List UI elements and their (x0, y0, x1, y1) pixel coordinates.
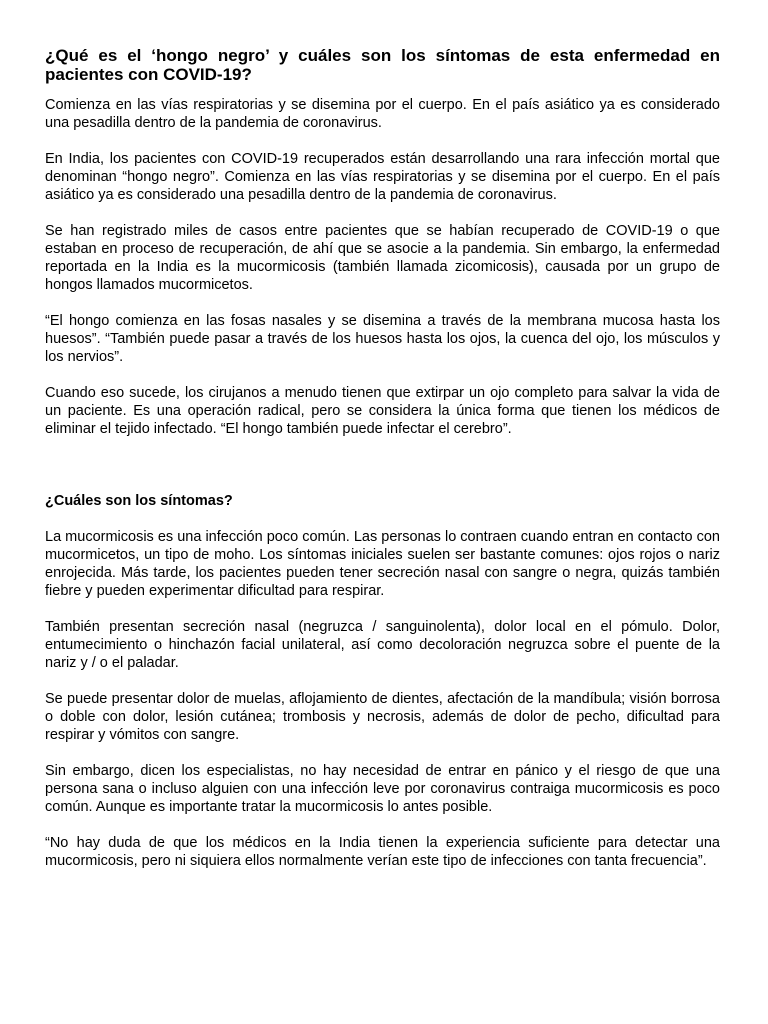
paragraph: En India, los pacientes con COVID-19 recuperados están desarrollando una rara infección mortal que denominan “hongo negro”. Comienza en las vías respiratorias y se disemina por el cuerpo. En el país asiático ya es considerado una pesadilla dentro de la pandemia de coronavirus. (45, 151, 720, 203)
paragraph: Sin embargo, dicen los especialistas, no hay necesidad de entrar en pánico y el riesgo de que una persona sana o incluso alguien con una infección leve por coronavirus contraiga mucormicosis es poco común. Aunque es importante tratar la mucormicosis lo antes posible. (45, 763, 720, 815)
paragraph: “El hongo comienza en las fosas nasales y se disemina a través de la membrana mucosa hasta los huesos”. “También puede pasar a través de los huesos hasta los ojos, la cuenca del ojo, los músculos y los nervios”. (45, 313, 720, 365)
paragraph: Se han registrado miles de casos entre pacientes que se habían recuperado de COVID-19 o que estaban en proceso de recuperación, de ahí que se asocie a la pandemia. Sin embargo, la enfermedad reportada en la India es la mucormicosis (también llamada zicomicosis), causada por un grupo de hongos llamados mucormicetos. (45, 223, 720, 293)
section-heading: ¿Cuáles son los síntomas? (45, 493, 233, 509)
paragraph: La mucormicosis es una infección poco común. Las personas lo contraen cuando entran en contacto con mucormicetos, un tipo de moho. Los síntomas iniciales suelen ser bastante comunes: ojos rojos o nariz enrojecida. Más tarde, los pacientes pueden tener secreción nasal con sangre o negra, quizás también fiebre y pueden experimentar dificultad para respirar. (45, 529, 720, 599)
paragraph: Comienza en las vías respiratorias y se disemina por el cuerpo. En el país asiático ya es considerado una pesadilla dentro de la pandemia de coronavirus. (45, 97, 720, 131)
intro-section (45, 96, 720, 438)
document-title: ¿Qué es el ‘hongo negro’ y cuáles son los síntomas de esta enfermedad en pacientes con COVID-19? (45, 46, 720, 84)
symptoms-section (45, 528, 720, 870)
document-page (45, 46, 720, 888)
paragraph: También presentan secreción nasal (negruzca / sanguinolenta), dolor local en el pómulo. Dolor, entumecimiento o hinchazón facial unilateral, así como decoloración negruzca sobre el puente de la nariz y / o el paladar. (45, 619, 720, 671)
paragraph: Se puede presentar dolor de muelas, aflojamiento de dientes, afectación de la mandíbula; visión borrosa o doble con dolor, lesión cutánea; trombosis y necrosis, además de dolor de pecho, dificultad para respirar y vómitos con sangre. (45, 691, 720, 743)
paragraph: Cuando eso sucede, los cirujanos a menudo tienen que extirpar un ojo completo para salvar la vida de un paciente. Es una operación radical, pero se considera la única forma que tienen los médicos de eliminar el tejido infectado. “El hongo también puede infectar el cerebro”. (45, 385, 720, 437)
paragraph: “No hay duda de que los médicos en la India tienen la experiencia suficiente para detectar una mucormicosis, pero ni siquiera ellos normalmente verían este tipo de infecciones con tanta frecuencia”. (45, 835, 720, 869)
